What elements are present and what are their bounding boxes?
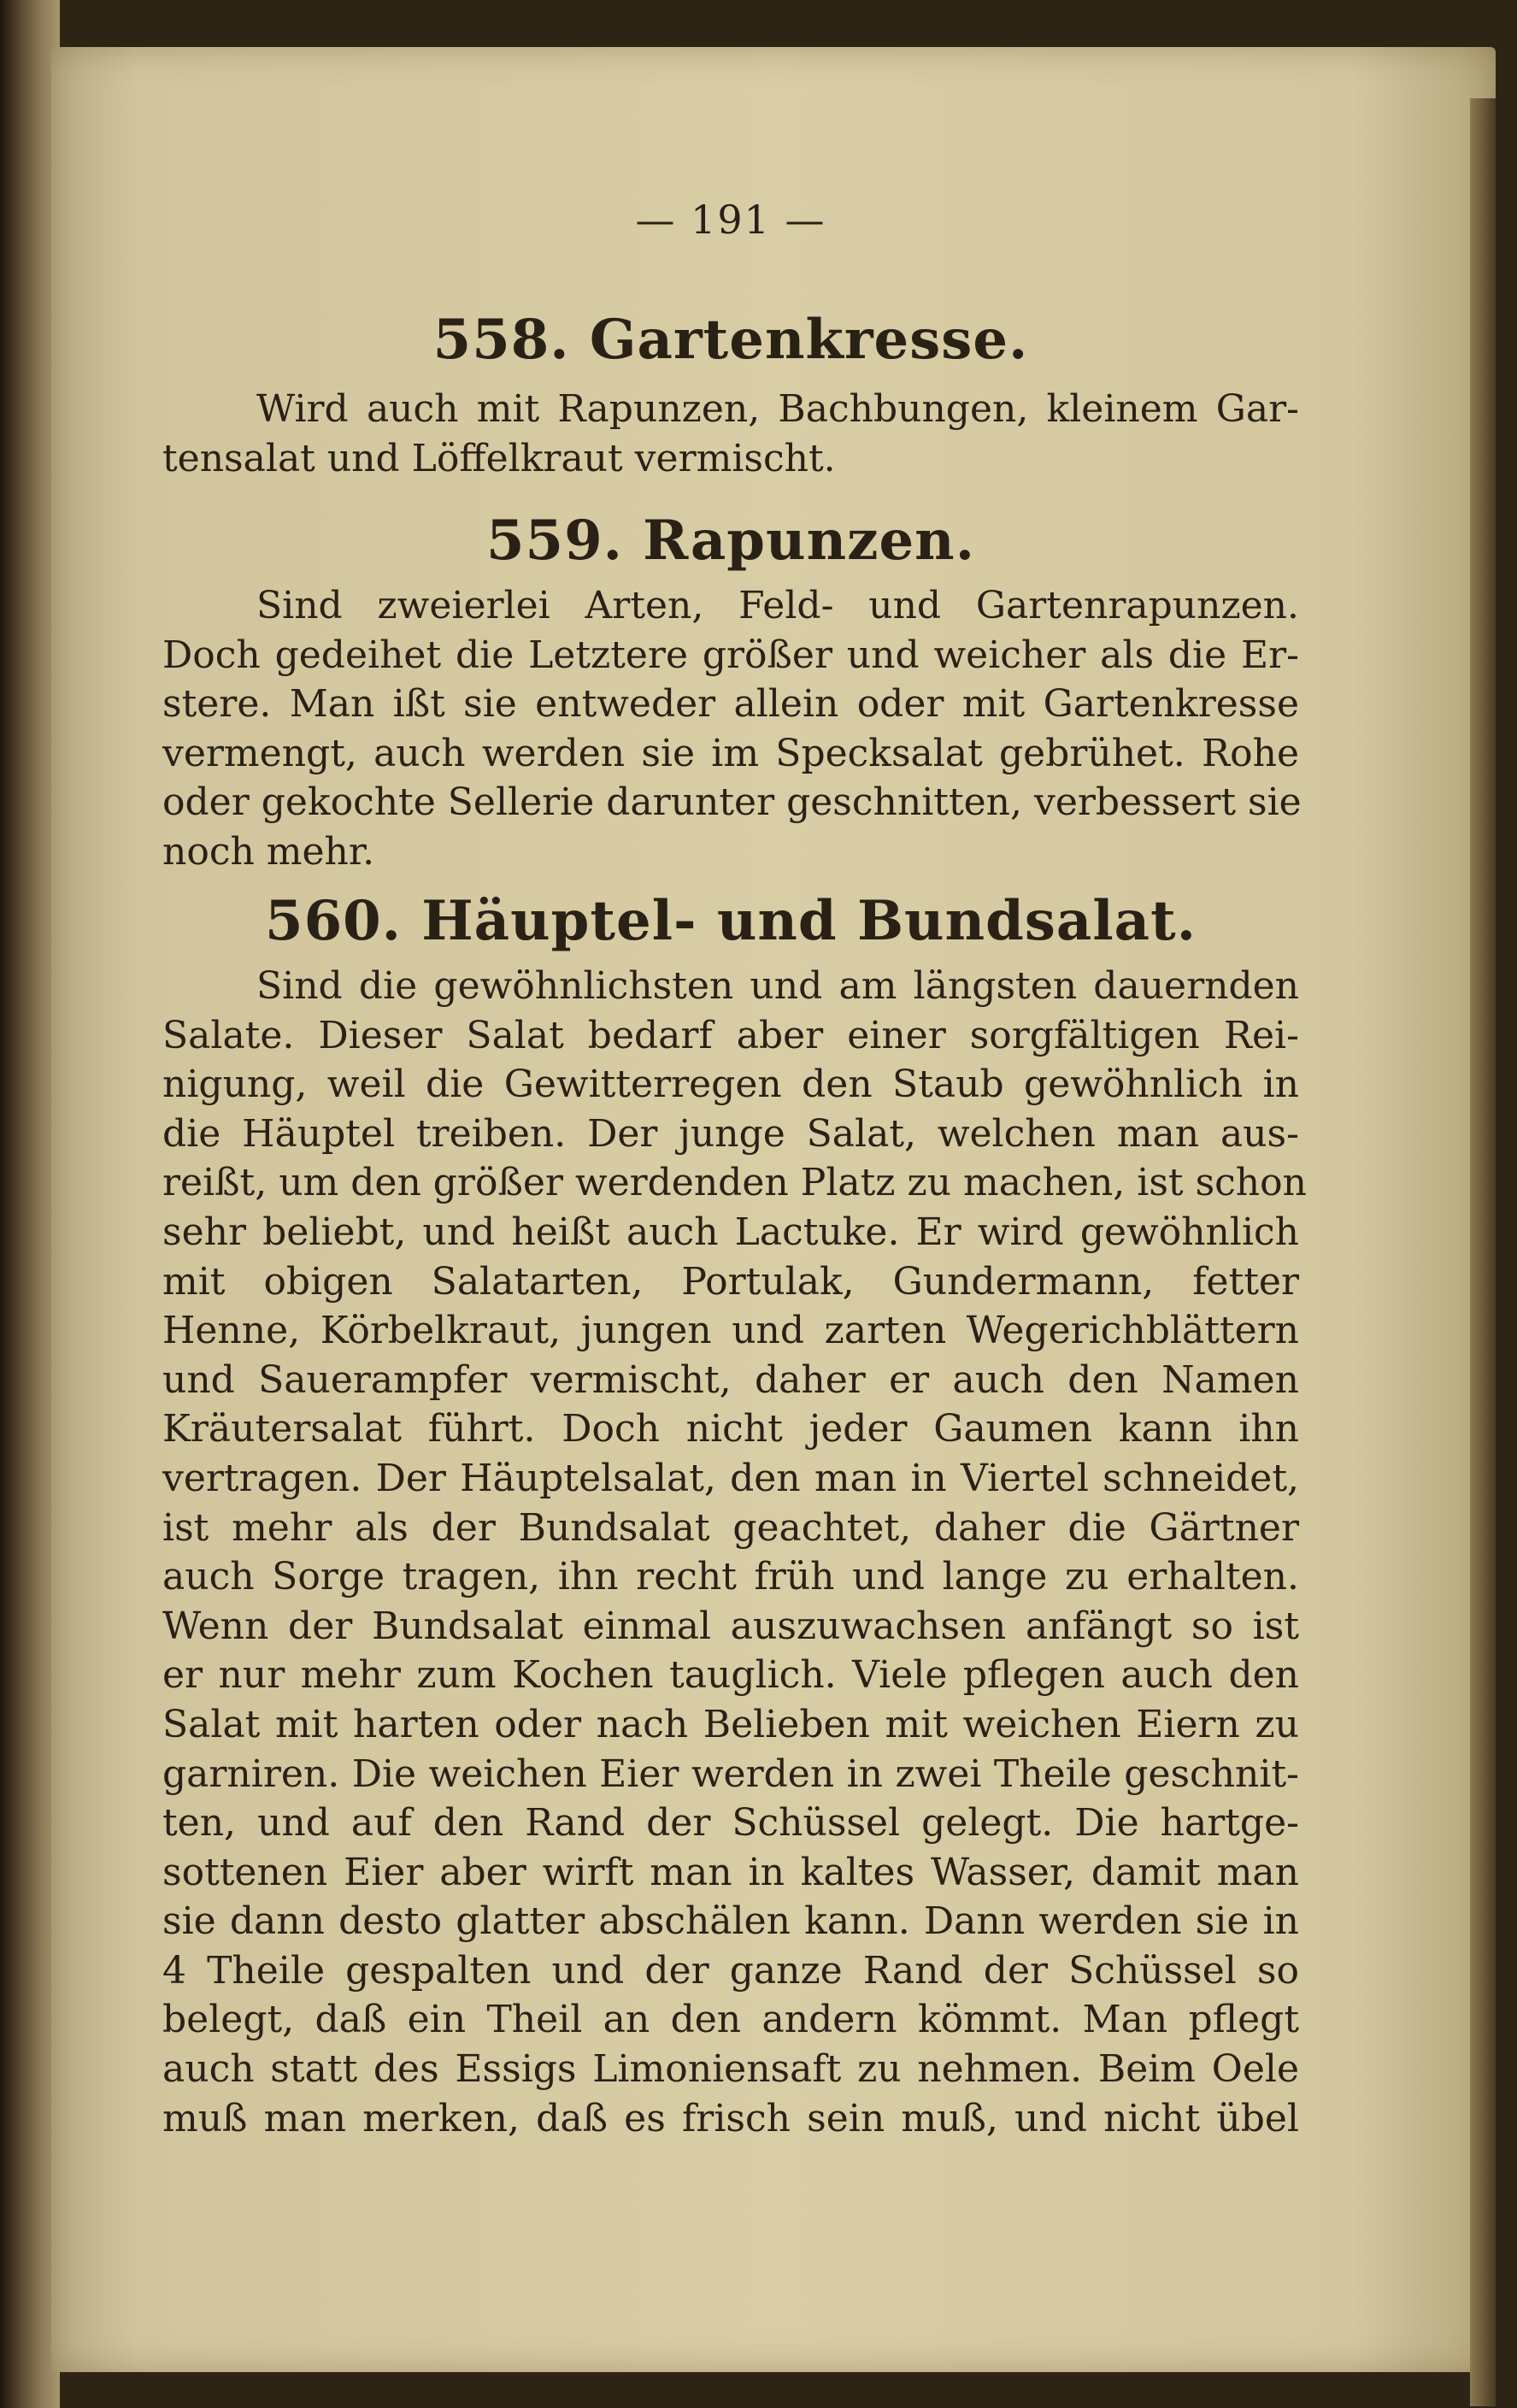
text-line: reißt, um den größer werdenden Platz zu machen, ist schon — [162, 1161, 1307, 1205]
text-line: vermengt, auch werden sie im Specksalat gebrühet. Rohe — [162, 731, 1299, 775]
section-body-559 — [162, 581, 1302, 877]
section-heading-559: 559. Rapunzen. — [486, 509, 975, 573]
text-line: und Sauerampfer vermischt, daher er auch den Namen — [162, 1357, 1299, 1402]
text-line: muß man merken, daß es frisch sein muß, und nicht übel — [162, 2096, 1299, 2140]
text-line: Sind die gewöhnlichsten und am längsten dauernden — [256, 964, 1299, 1008]
text-line: Wird auch mit Rapunzen, Bachbungen, kleinem Gar- — [256, 387, 1299, 431]
text-line: die Häuptel treiben. Der junge Salat, welchen man aus- — [162, 1111, 1299, 1156]
text-line: belegt, daß ein Theil an den andern kömmt. Man pflegt — [162, 1998, 1299, 2042]
text-line: sehr beliebt, und heißt auch Lactuke. Er wird gewöhnlich — [162, 1210, 1299, 1254]
text-line: sottenen Eier aber wirft man in kaltes Wasser, damit man — [162, 1850, 1299, 1894]
section-body-558 — [162, 385, 1299, 483]
text-line: vertragen. Der Häuptelsalat, den man in Viertel schneidet, — [162, 1456, 1299, 1500]
text-line: oder gekochte Sellerie darunter geschnitten, verbessert sie — [162, 780, 1302, 825]
page-number: — 191 — — [635, 197, 826, 243]
text-line: noch mehr. — [162, 829, 375, 874]
text-line: Salate. Dieser Salat bedarf aber einer sorgfältigen Rei- — [162, 1013, 1299, 1057]
text-line: Sind zweierlei Arten, Feld- und Gartenrapunzen. — [256, 584, 1299, 627]
text-line: auch Sorge tragen, ihn recht früh und lange zu erhalten. — [162, 1555, 1299, 1599]
section-body-560 — [162, 962, 1307, 2143]
text-line: auch statt des Essigs Limoniensaft zu nehmen. Beim Oele — [162, 2047, 1299, 2092]
text-line: 4 Theile gespalten und der ganze Rand der Schüssel so — [162, 1948, 1299, 1993]
text-line: stere. Man ißt sie entweder allein oder mit Gartenkresse — [162, 682, 1299, 727]
section-heading-560: 560. Häuptel- und Bundsalat. — [265, 889, 1197, 953]
text-line: ten, und auf den Rand der Schüssel gelegt. Die hartge- — [162, 1801, 1299, 1846]
text-line: mit obigen Salatarten, Portulak, Gundermann, fetter — [162, 1259, 1299, 1304]
text-line: garniren. Die weichen Eier werden in zwei Theile geschnit- — [162, 1752, 1299, 1796]
text-line: Doch gedeihet die Letztere größer und weicher als die Er- — [162, 633, 1299, 677]
page-edge — [1470, 98, 1496, 2406]
text-line: er nur mehr zum Kochen tauglich. Viele pflegen auch den — [162, 1653, 1299, 1698]
text-line: nigung, weil die Gewitterregen den Staub gewöhnlich in — [162, 1063, 1299, 1107]
text-line: Wenn der Bundsalat einmal auszuwachsen anfängt so ist — [162, 1604, 1299, 1648]
text-line: sie dann desto glatter abschälen kann. Dann werden sie in — [162, 1899, 1299, 1944]
section-heading-558: 558. Gartenkresse. — [432, 308, 1029, 372]
text-line: Kräutersalat führt. Doch nicht jeder Gaumen kann ihn — [162, 1407, 1299, 1451]
text-line: Salat mit harten oder nach Belieben mit weichen Eiern zu — [162, 1702, 1299, 1746]
text-line: ist mehr als der Bundsalat geachtet, daher die Gärtner — [162, 1505, 1299, 1550]
text-line: Henne, Körbelkraut, jungen und zarten Wegerichblättern — [162, 1309, 1299, 1353]
text-line: tensalat und Löffelkraut vermischt. — [162, 436, 836, 480]
